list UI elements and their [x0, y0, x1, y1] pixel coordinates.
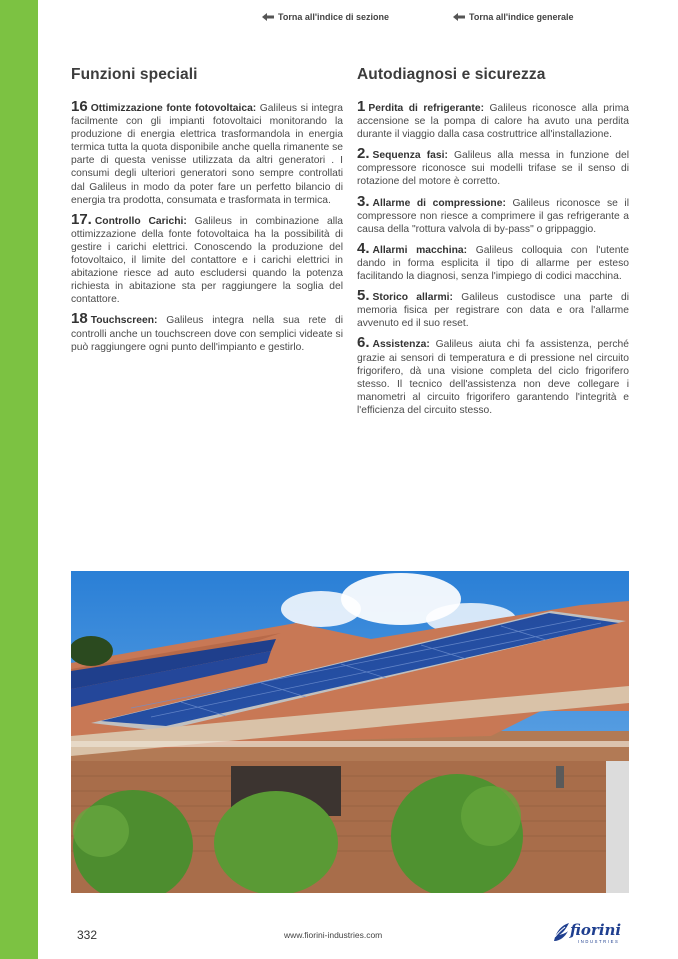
diagnostic-text: Galileus riconosce se il compressore non riesce a comprimere il gas refrigerante a causa della "rottura valvola di by-pass" o grippaggio. [357, 197, 630, 235]
logo-wordmark: fiorini [570, 921, 622, 939]
solar-roof-photo [71, 571, 629, 893]
feature-text: Galileus integra nella sua rete di controlli anche un touchscreen dove con semplici videate si può raggiungere ogni punto dell'impianto e gestirlo. [71, 315, 343, 353]
feature-text: Galileus si integra facilmente con gli impianti fotovoltaici monitorando la produzione di energia elettrica trasformandola in energia termica tutta la quota disponibile anche quella rimanente se parte di questa venisse utilizzata da altri generatori . I consumi degli ulteriori generatori sono sempre controllati dal Galileus in modo da poter fare un perfetto bilancio di energia tra prodotta, consumata e trasformata in termica. [71, 103, 344, 206]
diagnostic-number: 2. [357, 145, 370, 163]
diagnostic-number: 3. [357, 192, 370, 210]
feature-number: 17. [71, 210, 92, 228]
back-arrow-icon [453, 13, 465, 21]
diagnostic-title: Assistenza: [372, 339, 430, 351]
diagnostic-title: Sequenza fasi: [372, 150, 448, 162]
diagnostic-item [357, 100, 629, 141]
feature-title: Ottimizzazione fonte fotovoltaica: [90, 103, 257, 114]
diagnostics-safety-column [357, 66, 629, 423]
diagnostic-item [357, 147, 629, 188]
diagnostic-title: Perdita di refrigerante: [368, 103, 485, 114]
diagnostic-text: Galileus colloquia con l'utente dando in forma esplicita il tipo di allarme per esteso facilitando la diagnosi, senza l'impiego di codici macchina. [357, 244, 630, 283]
diagnostic-item [357, 289, 629, 330]
feature-item [71, 312, 343, 353]
back-arrow-icon [262, 13, 274, 21]
diagnostic-title: Allarmi macchina: [372, 244, 468, 256]
feature-text: Galileus in combinazione alla ottimizzazione della fonte fotovoltaica ha la possibilità di gestire i carichi elettrici. Conoscendo la produzione del fotovoltaico, il limite del contattore e i carichi elettrici in abitazione riesce ad auto escludersi quando la potenza richiesta in abitazione sta per raggiungere la soglia del contattore. [71, 215, 343, 306]
page-number: 332 [77, 928, 98, 942]
diagnostic-number: 4. [357, 239, 370, 257]
feature-item [71, 100, 343, 207]
fiorini-logo [552, 920, 630, 946]
diagnostic-text: Galileus alla messa in funzione del compressore riconosce sui modelli trifase se il senso di rotazione del motore è corretto. [357, 150, 629, 188]
logo-leaf-icon [552, 921, 570, 943]
special-functions-column [71, 66, 343, 360]
solar-house-illustration [71, 571, 629, 893]
diagnostic-number: 6. [357, 334, 370, 352]
side-color-band [0, 0, 38, 959]
diagnostic-number: 5. [357, 287, 370, 305]
diagnostic-text: Galileus riconosce alla prima accensione se la pompa di calore ha avuto una perdita durante il viaggio dalla casa costruttrice all'installazione. [357, 103, 629, 141]
feature-item [71, 210, 343, 307]
feature-title: Touchscreen: [90, 315, 158, 327]
special-functions-heading: Funzioni speciali [71, 66, 198, 83]
diagnostics-heading: Autodiagnosi e sicurezza [357, 66, 546, 83]
diagnostic-item [357, 336, 629, 417]
feature-number: 18 [71, 310, 88, 328]
diagnostic-text: Galileus aiuta chi fa assistenza, perché grazie ai sensori di temperatura e di pressione nel circuito frigorifero, dà una visione completa del ciclo frigorifero stesso. Il tecnico dell'assistenza non deve collegare i manometri al circuito frigorifero garantendo l'integrità e l'efficienza del circuito stesso. [357, 339, 629, 416]
general-index-link[interactable] [453, 12, 574, 22]
diagnostic-item [357, 239, 630, 283]
section-index-label: Torna all'indice di sezione [278, 12, 389, 22]
diagnostic-item [357, 192, 630, 236]
feature-number: 16 [71, 98, 88, 115]
logo-subtext: INDUSTRIES [578, 939, 620, 944]
section-index-link[interactable] [262, 12, 389, 22]
diagnostic-text: Galileus custodisce una parte di memoria fisica per registrare con data e ora l'allarme avvenuto ed il suo reset. [357, 292, 629, 330]
diagnostic-number: 1 [357, 98, 366, 115]
website-link[interactable]: www.fiorini-industries.com [284, 930, 383, 940]
general-index-label: Torna all'indice generale [469, 12, 574, 22]
diagnostic-title: Allarme di compressione: [372, 197, 506, 209]
diagnostic-title: Storico allarmi: [372, 292, 453, 304]
feature-title: Controllo Carichi: [94, 215, 187, 227]
